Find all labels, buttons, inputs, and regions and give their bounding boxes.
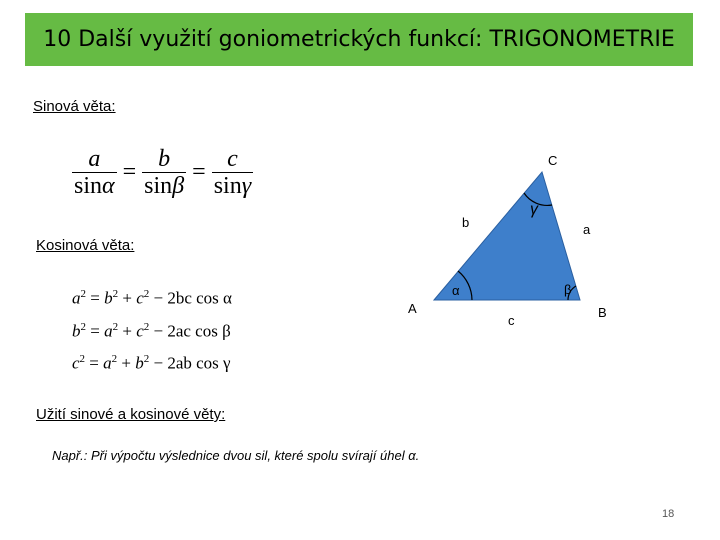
cosine-rule-line: $b^2 = a^2 + c^2 - 2ac$ cos β xyxy=(72,320,231,341)
side-label-a: a xyxy=(583,222,591,237)
fraction-c: $\frac{c}{\sin\gamma}$ xyxy=(213,146,252,199)
vertex-label-b: B xyxy=(598,305,607,320)
triangle-diagram xyxy=(390,140,630,330)
cosine-rule-formulas xyxy=(72,280,232,378)
vertex-label-c: C xyxy=(548,153,558,168)
side-label-c: c xyxy=(508,313,515,328)
fraction-b: $\frac{b}{\sin\beta}$ xyxy=(144,146,185,199)
heading-kosinova-veta: Kosinová věta: xyxy=(36,237,135,254)
page-number: 18 xyxy=(662,508,675,520)
page-title: 10 Další využití goniometrických funkcí: TRIGONOMETRIE xyxy=(43,27,675,52)
angle-label-beta: β xyxy=(564,282,572,297)
heading-sinova-veta: Sinová věta: xyxy=(33,98,116,115)
side-label-b: b xyxy=(462,215,470,230)
vertex-label-a: A xyxy=(408,301,417,316)
fraction-a: $\frac{a}{\sin\alpha}$ xyxy=(74,146,115,199)
cosine-rule-line: $c^2 = a^2 + b^2 - 2ab$ cos γ xyxy=(72,353,231,373)
example-text: Např.: Při výpočtu výslednice dvou sil, které spolu svírají úhel α. xyxy=(52,448,420,463)
angle-label-alpha: α xyxy=(452,283,460,298)
angle-label-gamma: γ xyxy=(530,201,538,218)
heading-uziti: Užití sinové a kosinové věty: xyxy=(36,406,226,423)
triangle-shape xyxy=(434,172,580,300)
cosine-rule-line: $a^2 = b^2 + c^2 - 2bc$ cos α xyxy=(72,288,232,308)
sine-rule-formula: $\frac{a}{\sin\alpha}$ = $\frac{b}{\sin\beta}$ = $\frac{c}{\sin\gamma}$ xyxy=(74,146,252,199)
title-bar xyxy=(25,13,693,66)
